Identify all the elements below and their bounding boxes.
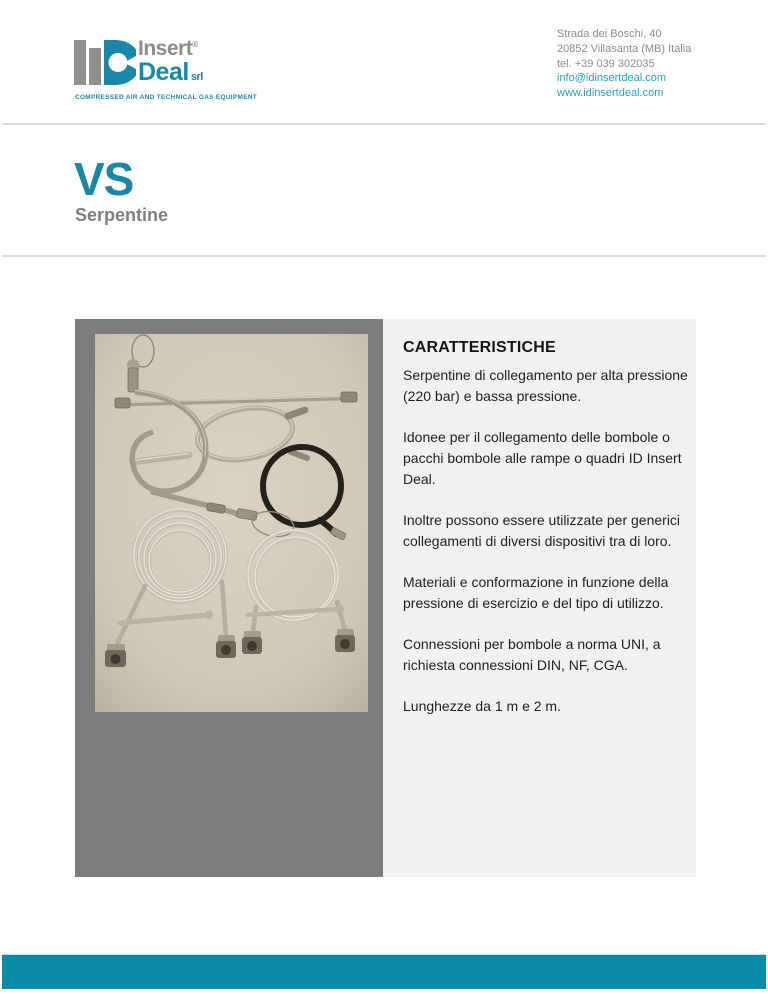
email-link[interactable]: info@idinsertdeal.com (557, 72, 666, 85)
brand-suffix: srl (190, 71, 203, 83)
address-phone: tel. +39 039 302035 (557, 57, 655, 70)
product-name: Serpentine (75, 205, 169, 225)
website-link[interactable]: www.idinsertdeal.com (557, 87, 664, 100)
company-logo (74, 37, 258, 102)
address-block (557, 27, 691, 101)
title-section (74, 153, 169, 226)
paragraph-generic-use: Inoltre possono essere utilizzate per generici collegamenti di diversi dispositivi tra di loro. (403, 512, 681, 549)
characteristics-panel (383, 319, 696, 877)
address-city: 20852 Villasanta (MB) Italia (557, 42, 692, 55)
footer-bar (2, 954, 766, 989)
product-photo-frame (75, 319, 383, 877)
product-photo (95, 334, 368, 712)
registered-mark: ® (192, 40, 198, 49)
paragraph-pressure: Serpentine di collegamento per alta pressione (220 bar) e bassa pressione. (403, 367, 688, 404)
paragraph-lengths: Lunghezze da 1 m e 2 m. (403, 698, 561, 714)
title-divider (2, 255, 766, 257)
address-street: Strada dei Boschi, 40 (557, 28, 662, 40)
paragraph-materials: Materiali e conformazione in funzione della pressione di esercizio e del tipo di utilizzo. (403, 574, 669, 611)
header-divider (2, 123, 766, 125)
characteristics-heading: CARATTERISTICHE (403, 339, 556, 356)
product-code: VS (74, 153, 134, 205)
logo-tagline: COMPRESSED AIR AND TECHNICAL GAS EQUIPMENT (75, 94, 258, 101)
brand-insert: Insert (138, 37, 193, 60)
id-logo-icon (74, 38, 136, 94)
paragraph-bombole: Idonee per il collegamento delle bombole o pacchi bombole alle rampe o quadri ID Insert Deal. (403, 429, 682, 487)
paragraph-connections: Connessioni per bombole a norma UNI, a richiesta connessioni DIN, NF, CGA. (403, 636, 661, 673)
brand-text (138, 38, 203, 85)
brand-deal: Deal (138, 58, 189, 86)
